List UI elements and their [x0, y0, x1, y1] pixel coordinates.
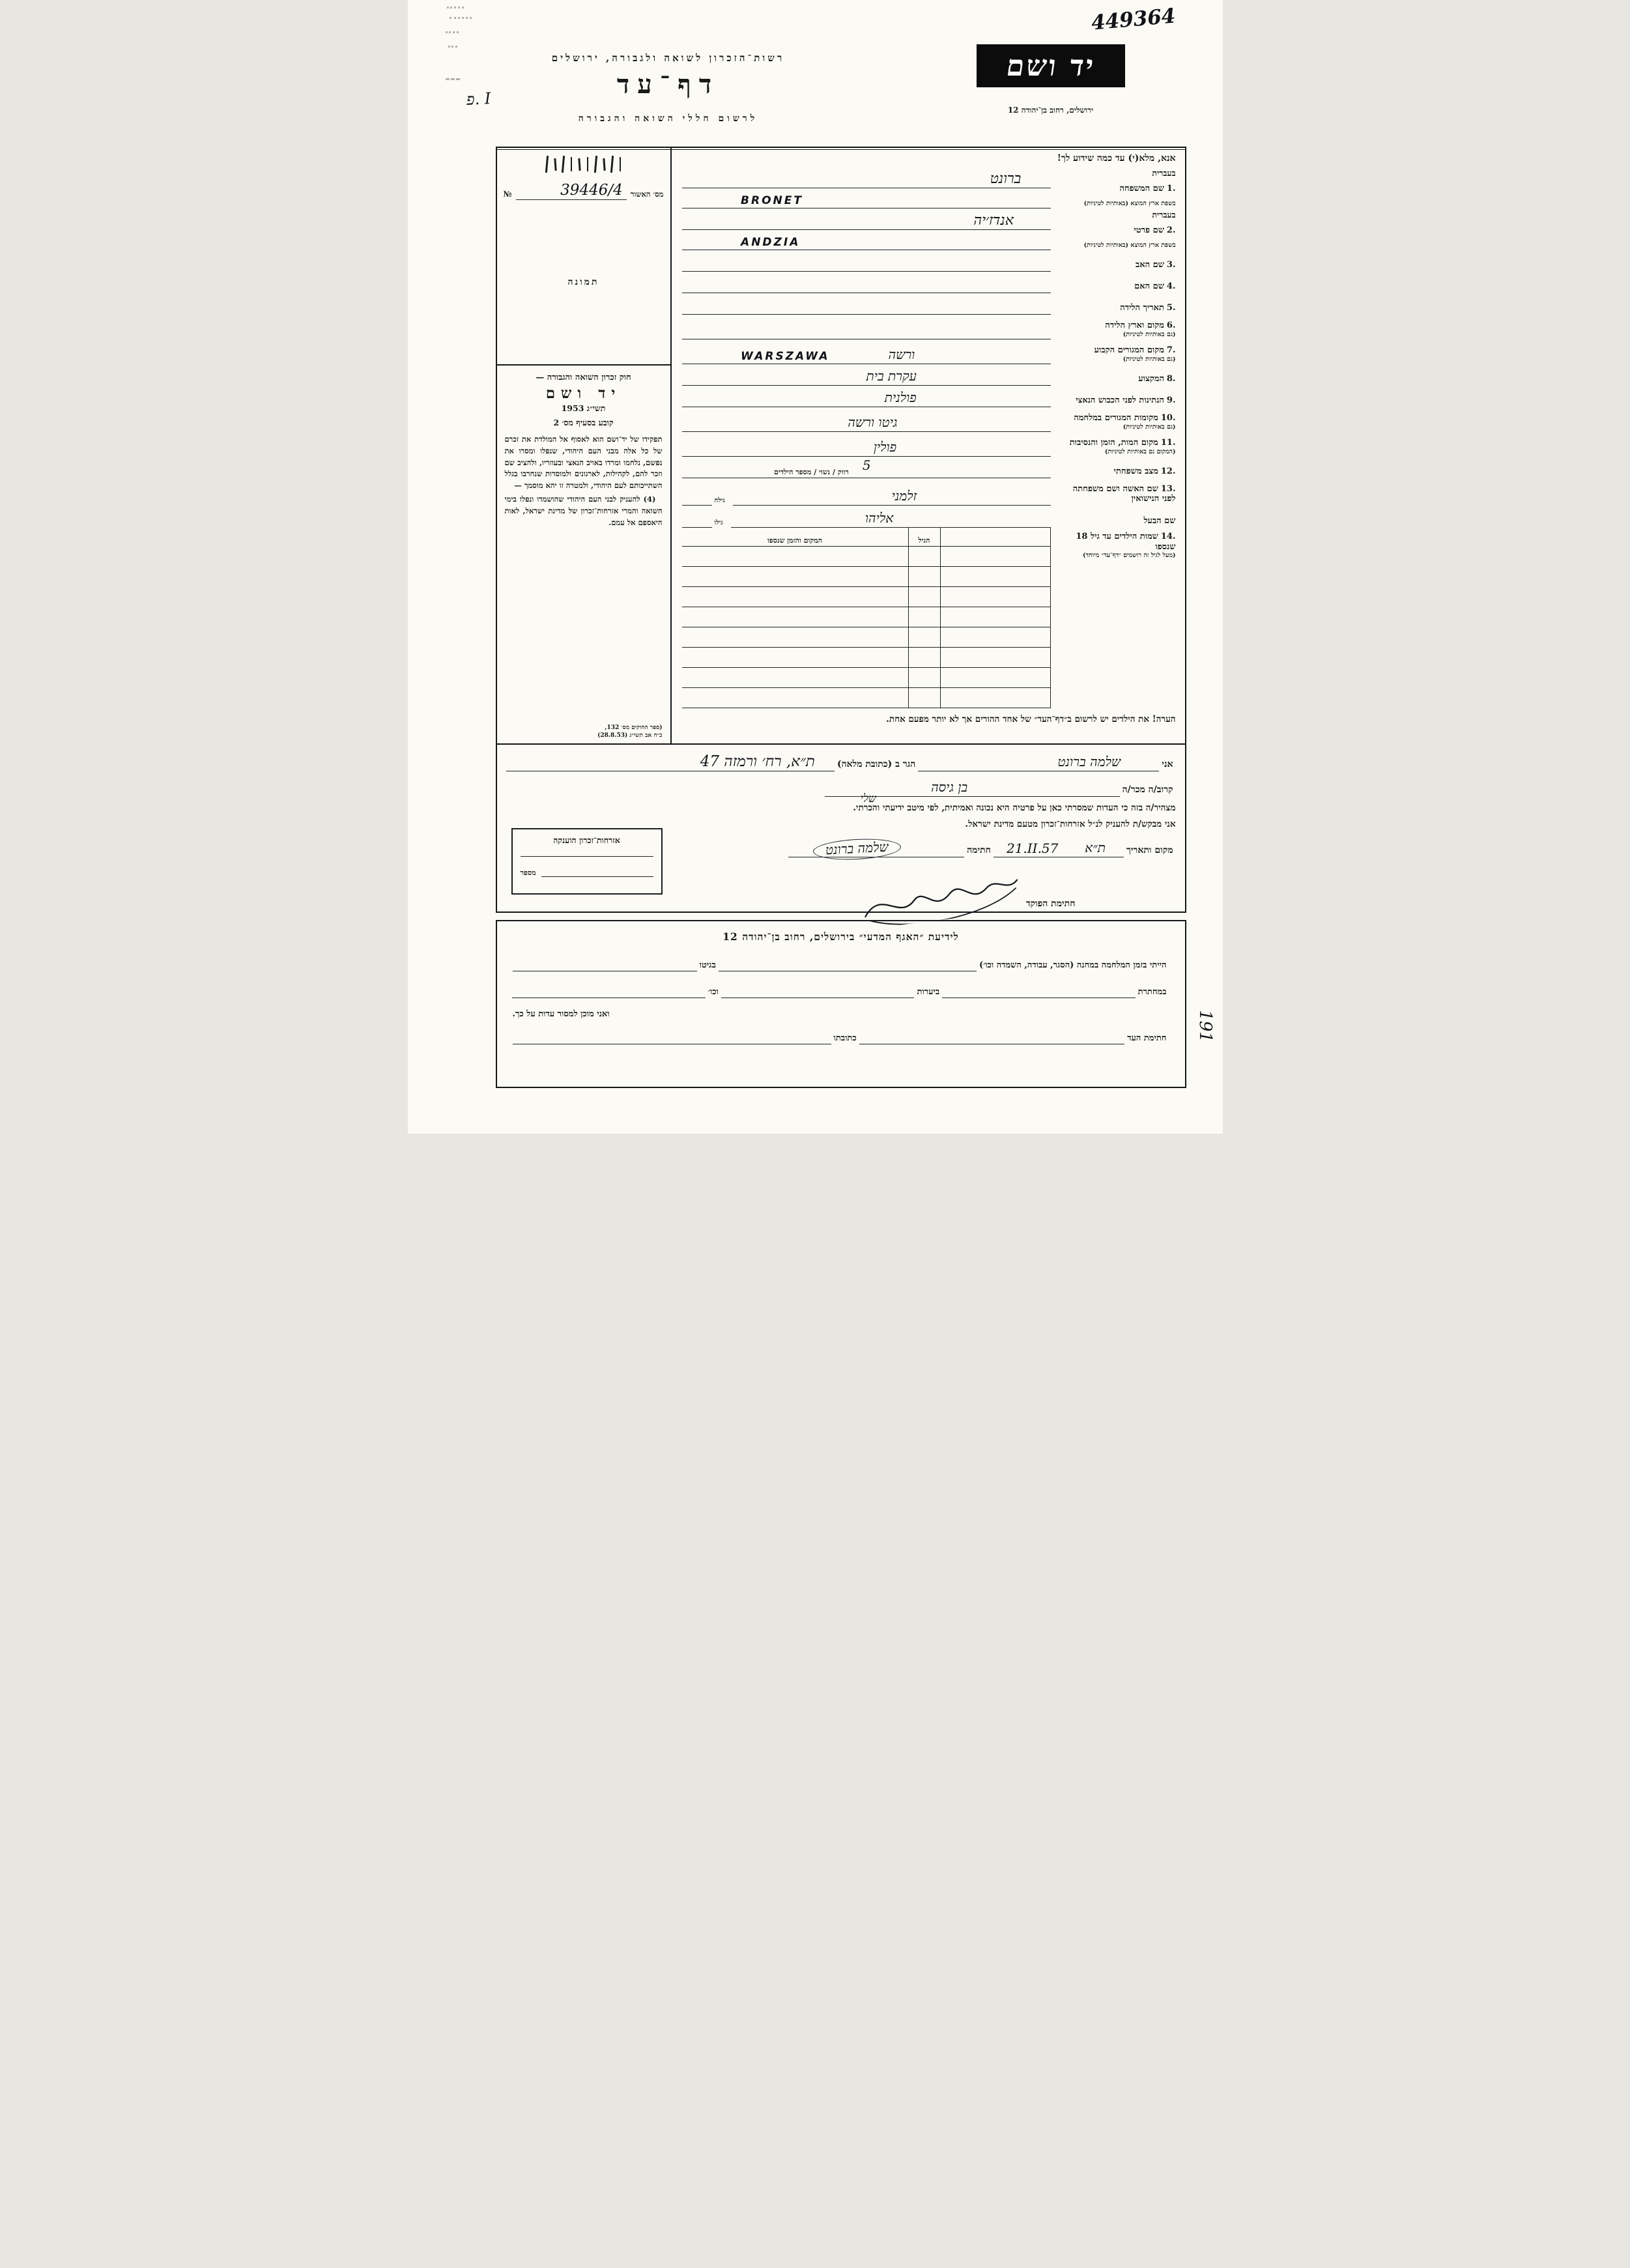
handwritten-husband-name: אליהו [865, 510, 894, 526]
underground-label: במחתרת [1137, 987, 1167, 997]
handwritten-approval-number: 39446/4 [560, 182, 623, 199]
forests-label: ביערות [917, 987, 940, 997]
handwritten-tally-marks [497, 148, 670, 177]
field-label [1053, 184, 1176, 194]
write-line [682, 273, 1051, 293]
scan-artifact [447, 7, 464, 8]
handwritten-serial-number: 449364 [1090, 4, 1177, 35]
underground-row [513, 982, 1169, 998]
field-sublabel: (גם באותיות לטיניות) [1122, 330, 1176, 338]
field-label-row [1053, 281, 1176, 292]
field-profession [672, 364, 1185, 386]
scan-artifact [446, 78, 460, 80]
field-label [1051, 250, 1185, 272]
child-age-cell [908, 607, 941, 627]
etc-line [512, 982, 705, 998]
children-table-row [682, 547, 1050, 567]
field-label-text: מקום וארץ הלידה [1105, 321, 1164, 331]
field-lines [672, 208, 1051, 250]
field-label-text: הנתינות לפני הכבוש הנאצי [1076, 395, 1164, 406]
field-label-row [1053, 484, 1176, 495]
handwritten-family-name-hebrew: ברונט [990, 171, 1022, 187]
law-year: תשי״ג 1953 [561, 403, 606, 413]
scientific-branch-title: לידיעת ״האגף המדעי״ בירושלים, רחוב בן־יהודה 12 [722, 930, 959, 943]
field-label-row [1053, 303, 1176, 313]
field-label-row [1053, 516, 1176, 526]
field-number: 4. [1166, 281, 1176, 292]
field-first-name-label [1051, 208, 1185, 250]
field-number: 2. [1166, 225, 1176, 235]
child-age-cell [908, 668, 941, 688]
field-number: 3. [1166, 260, 1176, 270]
citizenship-request: אני מבקש/ת להעניק לנ״ל אזרחות־זכרון מטעם מדינת ישראל. [965, 819, 1176, 829]
wife-line-group [672, 485, 1051, 506]
wartime-camp-row [513, 955, 1169, 971]
approval-number-line [516, 180, 627, 200]
camp-line [719, 955, 977, 971]
children-table [682, 528, 1051, 708]
children-table-row [682, 688, 1050, 708]
field-label [1051, 457, 1185, 478]
relation-line [825, 779, 1119, 805]
handwritten-residence-latin: WARSZAWA [741, 350, 830, 363]
child-place-cell [682, 607, 908, 627]
handwritten-signature: שלמה ברונט [812, 837, 901, 861]
form-subtitle: לרשום חללי השואה והגבורה [578, 113, 758, 124]
child-name-cell [941, 567, 1050, 587]
child-name-cell [941, 587, 1050, 607]
stamp-title: אזרחות־זכרון הוענקה [553, 835, 620, 845]
field-number: 5. [1166, 303, 1176, 313]
field-label-text: המקצוע [1138, 374, 1164, 384]
child-name-cell [941, 607, 1050, 627]
handwritten-declarant-address: ת״א, רח׳ ורמזה 47 [700, 753, 815, 770]
handwritten-first-name-hebrew: אנדז׳יה [973, 212, 1014, 229]
field-sublabel: (גם באותיות לטיניות) [1122, 423, 1176, 431]
field-number: 1. [1166, 184, 1176, 194]
field-label [1051, 339, 1185, 364]
child-age-cell [908, 587, 941, 607]
handwritten-family-name-latin: BRONET [741, 194, 803, 207]
field-mother-name [672, 272, 1185, 293]
field-death-place [672, 432, 1185, 457]
authority-name: רשות־הזכרון לשואה ולגבורה, ירושלים [551, 52, 785, 64]
field-number: 13. [1160, 483, 1176, 494]
ghetto-label: בגיטו [699, 960, 716, 970]
hebrew-sublabel: בעברית [1152, 168, 1176, 178]
declarant-name-line [918, 754, 1159, 771]
children-place-header: המקום והזמן שנספו [682, 528, 908, 547]
declarant-i-label: אני [1162, 759, 1173, 769]
stamp-line [521, 856, 653, 857]
handwritten-declarant-name: שלמה ברונט [1057, 754, 1121, 769]
children-table-row [682, 587, 1050, 607]
etc-label: וכו׳ [708, 987, 719, 997]
child-name-cell [941, 688, 1050, 708]
field-sublabel: בשפת ארץ המוצא (באותיות לטיניות) [1083, 199, 1176, 207]
write-line [682, 366, 1051, 386]
field-label [1051, 407, 1185, 432]
husband-age-line [682, 508, 712, 528]
field-number: 8. [1166, 374, 1176, 384]
declarant-address-line [506, 754, 835, 771]
place-date-signature-row [670, 840, 1176, 857]
field-birth-place [672, 315, 1185, 339]
field-label-row [1053, 438, 1176, 448]
field-label-text: שם פרטי [1134, 225, 1164, 235]
field-family-name-label [1051, 167, 1185, 208]
wife-age-label: גילה [714, 497, 725, 504]
declaration-right-block [670, 803, 1176, 911]
field-label-row [1053, 467, 1176, 477]
fields-column [672, 148, 1185, 743]
write-line [682, 319, 1051, 339]
testimony-form-box [496, 147, 1186, 913]
field-number: 12. [1160, 467, 1176, 477]
child-name-cell [941, 648, 1050, 668]
field-label-text: שם האם [1134, 281, 1164, 292]
field-label-text: תאריך הלידה [1120, 303, 1164, 313]
write-line [682, 251, 1051, 272]
scan-artifact [450, 17, 472, 19]
handwritten-relation: בן גיסה [931, 779, 968, 795]
law-footnote [505, 717, 663, 739]
field-label [1051, 293, 1185, 315]
write-line [682, 344, 1051, 364]
field-wife-name [672, 478, 1185, 506]
write-line [682, 168, 1051, 188]
scan-artifact [448, 46, 457, 48]
handwritten-first-name-latin: ANDZIA [741, 236, 801, 249]
handwritten-side-page-number: 191 [1195, 1010, 1215, 1042]
numero-sign: № [503, 190, 512, 199]
signature-line [788, 840, 964, 857]
declaration-statement: מצהיר/ה בזה כי העדות שמסרתי כאן על פרטיה היא נכונה ואמיתית, לפי מיטב ידיעתי והכרתי. [853, 803, 1176, 813]
field-label-text: שמות הילדים עד גיל 18 שנספו [1076, 532, 1176, 552]
field-label-text2: לפני הנישואין [1131, 494, 1176, 504]
hebrew-sublabel: בעברית [1152, 210, 1176, 220]
field-number: 9. [1166, 395, 1176, 406]
place-date-label: מקום ותאריך [1126, 845, 1173, 855]
field-number: 6. [1166, 321, 1176, 331]
children-table-row [682, 567, 1050, 587]
field-sublabel: בשפת ארץ המוצא (באותיות לטיניות) [1083, 241, 1176, 249]
photo-box [497, 200, 670, 366]
field-label-text: שם הבעל [1143, 516, 1176, 526]
write-line [731, 508, 1051, 528]
forests-line [721, 982, 914, 998]
field-children [672, 528, 1185, 708]
witness-address-line [513, 1028, 831, 1044]
field-father-name [672, 250, 1185, 272]
field-label [1051, 528, 1185, 708]
child-place-cell [682, 648, 908, 668]
write-line [682, 294, 1051, 315]
child-place-cell [682, 567, 908, 587]
field-lines [672, 167, 1051, 208]
field-number: 7. [1166, 345, 1176, 356]
field-sublabel: (גם באותיות לטיניות) [1122, 355, 1176, 363]
stamp-number-line [541, 866, 653, 877]
field-label [1051, 386, 1185, 407]
law-footnote-line2: כ״ח אב תשי״ג (28.8.53) [597, 732, 663, 739]
children-name-header [941, 528, 1050, 547]
witness-signature-line [859, 1028, 1125, 1044]
husband-line-group [672, 508, 1051, 528]
law-title: חוק זכרון השואה והגבורה — [536, 373, 631, 382]
child-name-cell [941, 547, 1050, 567]
stamp-bottom-row [513, 866, 661, 877]
testify-note: ואני מוכן למסור עדות על כך. [512, 1009, 610, 1019]
handwritten-death-place: פולין [873, 439, 897, 455]
office-address: ירושלים, רחוב בן־יהודה 12 [1007, 106, 1094, 115]
declarant-address-label: הגר ב (כתובת מלאה) [837, 759, 916, 769]
wife-age-line [682, 485, 712, 506]
children-table-header [682, 528, 1050, 547]
form-main-area [497, 148, 1185, 743]
field-wartime-residence [672, 407, 1185, 432]
field-first-name [672, 208, 1185, 250]
field-label-text: מקום המות, הזמן והנסיבות [1069, 438, 1158, 448]
field-number: 11. [1160, 438, 1176, 448]
field-label [1051, 506, 1185, 528]
left-panel [497, 148, 672, 743]
children-age-header: הגיל [908, 528, 941, 547]
witness-signature-label: חתימת העד [1127, 1033, 1167, 1043]
child-name-cell [941, 668, 1050, 688]
children-table-row [682, 668, 1050, 688]
child-age-cell [908, 567, 941, 587]
scan-artifact [446, 31, 459, 33]
stamp-number-label: מספר [520, 868, 536, 877]
ghetto-line [513, 955, 697, 971]
handwritten-corner-mark: פ. I [465, 89, 491, 109]
child-place-cell [682, 668, 908, 688]
logo-text: יד ושם [1003, 49, 1098, 83]
handwritten-wartime-residence: גיטו ורשה [848, 414, 898, 430]
wartime-camp-label: הייתי בזמן המלחמה במחנה (הסגר, עבודה, השמדה וכו׳) [979, 960, 1167, 970]
write-line [682, 188, 1051, 208]
field-permanent-residence [672, 339, 1185, 364]
memorial-citizenship-stamp-box [511, 828, 663, 895]
fill-instruction: אנא, מלא(י) עד כמה שידוע לך! [1057, 153, 1176, 164]
field-label-text: מקומות המגורים במלחמה [1074, 413, 1158, 423]
field-label-text: מקום המגורים הקבוע [1094, 345, 1164, 356]
marital-status-options: רווק / נשוי / מספר הילדים [774, 468, 849, 476]
husband-age-label: גילו [714, 519, 723, 526]
children-note: הערה! את הילדים יש לרשום ב״דף־העד״ של אחד ההורים אך לא יותר מפעם אחת. [886, 714, 1176, 725]
field-number: 10. [1160, 413, 1176, 423]
child-age-cell [908, 648, 941, 668]
field-label-row [1053, 374, 1176, 384]
handwritten-place: ת״א [1085, 840, 1106, 855]
child-place-cell [682, 627, 908, 648]
law-paragraph-2: (4) להעניק לבני העם היהודי שהושמדו ונפלו בימי השואה והמרי אזרחות־זכרון של מדינת ישראל, לאות היאספם אל עמם. [504, 495, 663, 527]
write-line [682, 412, 1051, 432]
field-label [1051, 364, 1185, 386]
write-line [682, 230, 1051, 250]
field-label-text: שם האשה ושם משפחתה [1072, 483, 1158, 494]
clerk-signature-row [670, 869, 1176, 911]
law-name: יד ושם [545, 384, 622, 402]
field-nationality [672, 386, 1185, 407]
underground-line [942, 982, 1135, 998]
child-name-cell [941, 627, 1050, 648]
declaration-section [497, 743, 1185, 912]
field-label [1053, 225, 1176, 236]
child-age-cell [908, 688, 941, 708]
law-paragraph-1: תפקידו של יד־ושם הוא לאסוף אל המולדת את זכרם של כל אלה מבני העם היהודי, שנפלו ומסרו את נפשם, נלחמו ומרדו באויב הנאצי ובעוזריו, ולהציב שם וזכר להם, לקהילות, לארגונים ולמוסדות שנחרבו בגלל השתייכותם לעם היהודי, ולמטרה זו יהא מוסמך — [504, 435, 663, 491]
law-section [497, 366, 670, 743]
children-table-row [682, 648, 1050, 668]
approval-number-label: מס׳ האשור [630, 190, 664, 199]
form-title: דף־עד [616, 69, 720, 100]
handwritten-profession: עקרת בית [866, 368, 917, 384]
write-line [682, 210, 1051, 230]
field-husband-name [672, 506, 1185, 528]
relation-label: קרוב/ה מכר/ה [1122, 784, 1173, 795]
child-place-cell [682, 688, 908, 708]
field-label-row [1053, 345, 1176, 356]
handwritten-children-count: 5 [862, 457, 871, 473]
write-line [682, 387, 1051, 407]
law-section-ref: קובע בסעיף מס׳ 2 [553, 418, 614, 427]
handwritten-nationality: פולנית [884, 390, 917, 405]
approval-number-row [497, 177, 670, 200]
write-line [733, 485, 1051, 506]
handwritten-wife-maiden-name: זלמני [891, 488, 917, 504]
witness-address-label: כתובתו [833, 1033, 857, 1043]
witness-signature-row [513, 1028, 1169, 1044]
field-label-row [1053, 260, 1176, 270]
field-label-row [1053, 532, 1176, 552]
field-label [1051, 432, 1185, 457]
field-birth-date [672, 293, 1185, 315]
field-label-row [1053, 395, 1176, 406]
children-table-row [682, 627, 1050, 648]
field-label [1051, 315, 1185, 339]
handwritten-date: 21.II.57 [1006, 840, 1059, 856]
photo-label: תמונה [567, 276, 599, 287]
children-table-row [682, 607, 1050, 627]
field-label [1051, 272, 1185, 293]
field-family-name [672, 167, 1185, 208]
write-line [682, 437, 1051, 457]
child-place-cell [682, 587, 908, 607]
field-label-row [1053, 413, 1176, 423]
field-marital-status [672, 457, 1185, 478]
yad-vashem-logo [977, 44, 1125, 87]
field-label-text: מצב משפחתי [1113, 467, 1158, 477]
field-label [1051, 478, 1185, 506]
child-place-cell [682, 547, 908, 567]
field-sublabel: (המקום גם באותיות לטיניות) [1104, 448, 1176, 455]
child-age-cell [908, 627, 941, 648]
field-number: 14. [1160, 532, 1176, 541]
place-date-line [994, 840, 1124, 857]
clerk-signature-label: חתימת הפוקד [1025, 898, 1076, 909]
field-label-text: שם המשפחה [1119, 184, 1164, 194]
scanned-testimony-page [408, 0, 1223, 1134]
signature-label: חתימה [967, 845, 991, 855]
relation-row [506, 779, 1176, 805]
law-footnote-line1: (ספר החוקים מס׳ 132, [605, 724, 663, 731]
declarant-row [506, 754, 1176, 771]
child-age-cell [908, 547, 941, 567]
write-line [682, 458, 1051, 478]
field-sublabel: (מעל לגיל זה רושמים ״דף־עד״ מיוחד) [1082, 552, 1176, 560]
field-label-row [1053, 321, 1176, 331]
field-label-text: שם האב [1135, 260, 1164, 270]
handwritten-residence-hebrew: ורשה [888, 347, 915, 362]
scientific-branch-box [496, 920, 1186, 1088]
handwritten-relation-2: שלי [860, 792, 876, 805]
